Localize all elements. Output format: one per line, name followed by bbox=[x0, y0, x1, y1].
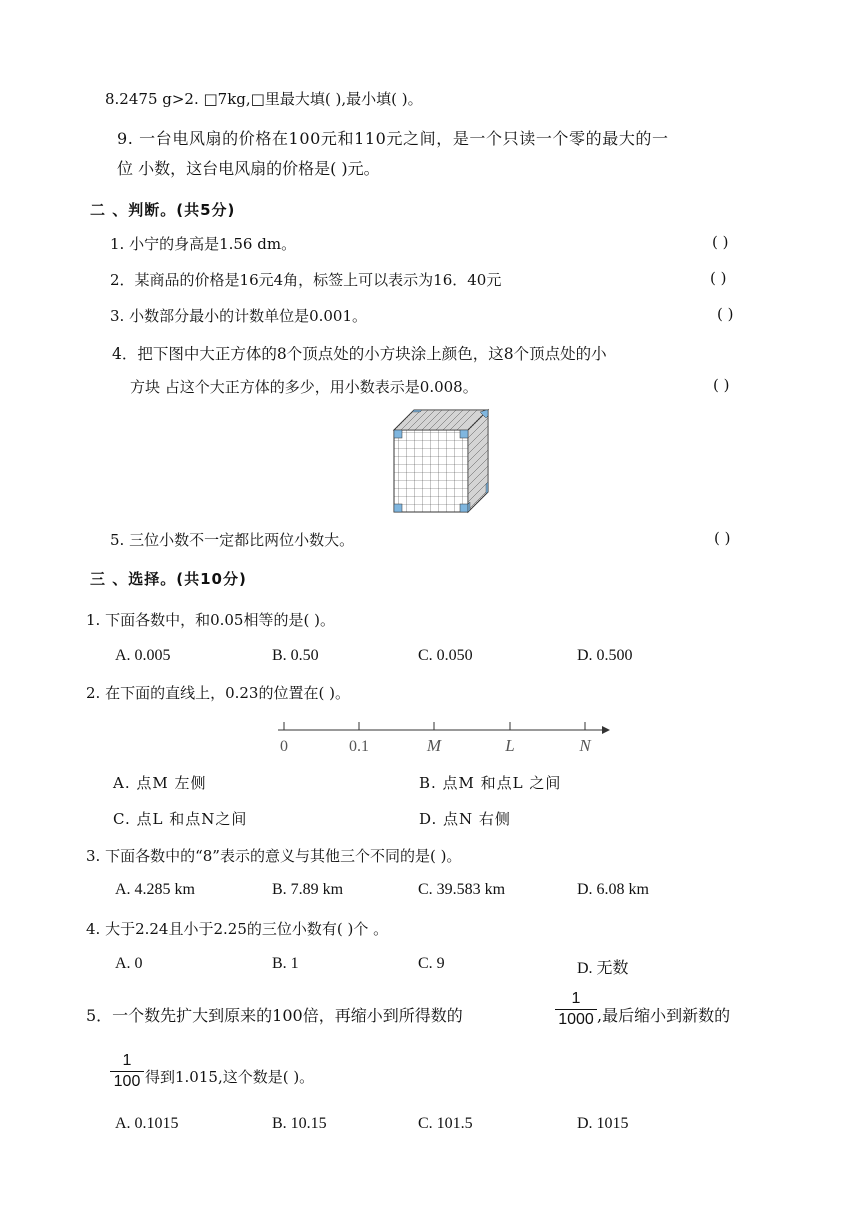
judge-item-5: 5. 三位小数不一定都比两位小数大。 bbox=[110, 531, 355, 549]
number-line bbox=[272, 718, 617, 758]
choice-q5-stem-a: 5．一个数先扩大到原来的100倍，再缩小到所得数的 bbox=[86, 1006, 463, 1025]
option-a[interactable]: A. 0 bbox=[115, 955, 143, 972]
fraction-numerator: 1 bbox=[122, 1052, 132, 1069]
judge-item-2: 2．某商品的价格是16元4角，标签上可以表示为16．40元 bbox=[110, 271, 502, 289]
question-9-line1: 9. 一台电风扇的价格在100元和110元之间，是一个只读一个零的最大的一 bbox=[117, 129, 669, 148]
option-d[interactable]: D. 点N 右侧 bbox=[419, 810, 511, 828]
answer-paren[interactable]: ( ) bbox=[712, 233, 729, 251]
option-b[interactable]: B. 1 bbox=[272, 955, 299, 972]
choice-q5-stem-b: ,最后缩小到新数的 bbox=[597, 1006, 731, 1025]
option-b[interactable]: B. 点M 和点L 之间 bbox=[419, 774, 562, 792]
option-a[interactable]: A. 0.1015 bbox=[115, 1115, 179, 1132]
option-d[interactable]: D. 无数 bbox=[577, 960, 629, 977]
cube-figure bbox=[390, 408, 492, 514]
fraction-denominator: 100 bbox=[113, 1073, 141, 1090]
answer-paren[interactable]: ( ) bbox=[717, 305, 734, 323]
numberline-label-n: N bbox=[579, 736, 591, 755]
fraction-one-hundredth bbox=[110, 1052, 144, 1091]
option-d[interactable]: D. 0.500 bbox=[577, 647, 633, 664]
answer-paren[interactable]: ( ) bbox=[710, 269, 727, 287]
option-c[interactable]: C. 39.583 km bbox=[418, 881, 506, 898]
option-d[interactable]: D. 6.08 km bbox=[577, 881, 649, 898]
choice-q3-stem: 3. 下面各数中的“8”表示的意义与其他三个不同的是( )。 bbox=[86, 847, 462, 865]
numberline-label-l: L bbox=[505, 736, 515, 755]
choice-heading: 三 、选择。(共10分) bbox=[90, 570, 247, 588]
judge-heading: 二 、判断。(共5分) bbox=[90, 201, 236, 219]
fraction-denominator: 1000 bbox=[558, 1011, 594, 1028]
numberline-label-m: M bbox=[426, 736, 442, 755]
option-c[interactable]: C. 0.050 bbox=[418, 647, 473, 664]
question-8: 8.2475 g>2. □7kg,□里最大填( ),最小填( )。 bbox=[105, 90, 423, 108]
numberline-label-0-1: 0.1 bbox=[349, 738, 369, 755]
option-b[interactable]: B. 0.50 bbox=[272, 647, 319, 664]
option-c[interactable]: C. 101.5 bbox=[418, 1115, 473, 1132]
choice-q2-stem: 2. 在下面的直线上，0.23的位置在( )。 bbox=[86, 684, 350, 702]
option-c[interactable]: C. 9 bbox=[418, 955, 445, 972]
fraction-one-thousandth bbox=[555, 990, 597, 1029]
option-d[interactable]: D. 1015 bbox=[577, 1115, 629, 1132]
choice-q1-stem: 1. 下面各数中，和0.05相等的是( )。 bbox=[86, 611, 335, 629]
option-a[interactable]: A. 4.285 km bbox=[115, 881, 195, 898]
judge-item-4-line2: 方块 占这个大正方体的多少，用小数表示是0.008。 bbox=[130, 378, 478, 396]
numberline-label-0: 0 bbox=[280, 738, 288, 755]
question-9-line2: 位 小数，这台电风扇的价格是( )元。 bbox=[117, 159, 380, 178]
option-a[interactable]: A. 点M 左侧 bbox=[113, 774, 207, 792]
answer-paren[interactable]: ( ) bbox=[713, 376, 730, 394]
judge-item-4-line1: 4．把下图中大正方体的8个顶点处的小方块涂上颜色，这8个顶点处的小 bbox=[112, 345, 607, 363]
option-c[interactable]: C. 点L 和点N之间 bbox=[113, 810, 248, 828]
option-a[interactable]: A. 0.005 bbox=[115, 647, 171, 664]
judge-item-1: 1. 小宁的身高是1.56 dm。 bbox=[110, 235, 297, 253]
answer-paren[interactable]: ( ) bbox=[714, 529, 731, 547]
option-b[interactable]: B. 10.15 bbox=[272, 1115, 327, 1132]
choice-q5-stem-c: 得到1.015,这个数是( )。 bbox=[145, 1068, 315, 1086]
option-b[interactable]: B. 7.89 km bbox=[272, 881, 344, 898]
judge-item-3: 3. 小数部分最小的计数单位是0.001。 bbox=[110, 307, 368, 325]
choice-q4-stem: 4. 大于2.24且小于2.25的三位小数有( )个 。 bbox=[86, 920, 389, 938]
fraction-numerator: 1 bbox=[571, 990, 581, 1007]
